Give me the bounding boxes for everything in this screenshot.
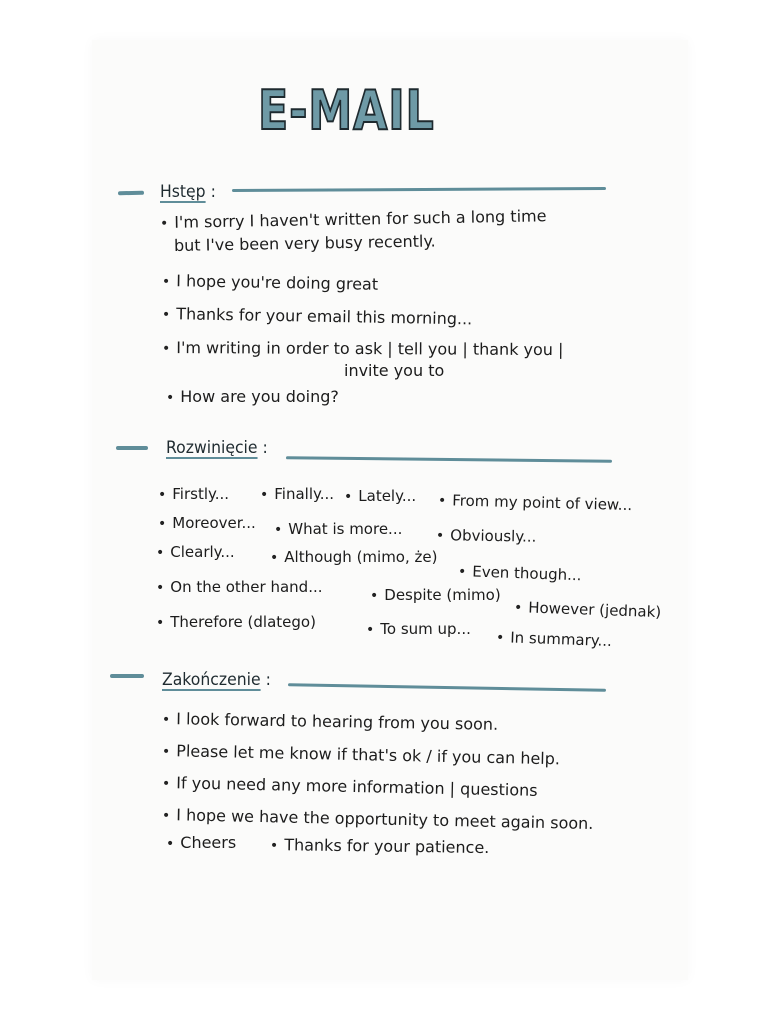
colon: :: [260, 670, 271, 690]
colon: :: [205, 182, 216, 202]
list-item: [370, 584, 501, 607]
section-heading-intro: [160, 182, 216, 202]
item-text: invite you to: [344, 361, 445, 380]
list-item: [162, 270, 378, 297]
list-item: [436, 524, 537, 549]
bullet: •: [274, 522, 283, 538]
item-text: Lately...: [358, 487, 417, 505]
item-text: Firstly...: [172, 485, 230, 503]
list-item: [496, 626, 613, 653]
item-text: Cheers: [180, 833, 237, 852]
page-title: E-MAIL: [258, 79, 435, 142]
bullet: •: [495, 630, 505, 647]
bullet: •: [161, 274, 171, 291]
item-text: Thanks for your email this morning...: [176, 304, 473, 329]
section-dash-ending: [110, 674, 144, 678]
section-heading-intro-label: Hstęp: [160, 182, 206, 202]
item-text: Clearly...: [170, 543, 235, 561]
list-item: [156, 576, 323, 599]
list-item: [158, 512, 256, 535]
bullet: •: [366, 622, 375, 638]
bullet: •: [270, 550, 279, 566]
item-text: Finally...: [274, 485, 335, 503]
item-text: Despite (mimo): [384, 586, 501, 604]
item-text: In summary...: [509, 628, 613, 651]
section-heading-body-label: Rozwinięcie: [166, 438, 258, 458]
section-heading-body: [166, 438, 268, 458]
item-text: I'm sorry I haven't written for such a long time: [174, 206, 547, 232]
bullet: •: [161, 341, 171, 358]
bullet: •: [166, 836, 175, 852]
item-text: If you need any more information | questions: [176, 773, 538, 800]
list-item: [166, 386, 339, 409]
item-text: From my point of view...: [452, 491, 633, 515]
bullet: •: [161, 307, 171, 324]
bullet: •: [435, 528, 445, 545]
bullet: •: [158, 487, 167, 503]
item-text: Even though...: [471, 562, 582, 585]
bullet: •: [166, 390, 175, 406]
item-text: How are you doing?: [180, 387, 339, 406]
list-item: [344, 485, 416, 508]
bullet: •: [437, 493, 447, 510]
item-text: However (jednak): [527, 598, 662, 622]
list-item: [260, 483, 334, 506]
item-text: Obviously...: [450, 526, 537, 546]
bullet: •: [344, 489, 353, 505]
section-dash-body: [116, 446, 148, 450]
bullet: •: [159, 215, 169, 232]
list-item: [366, 618, 471, 641]
list-item: [158, 483, 229, 506]
bullet: •: [161, 808, 171, 825]
item-text: To sum up...: [380, 620, 471, 638]
item-text: Although (mimo, że): [284, 548, 438, 566]
list-item: [162, 337, 564, 362]
list-item: [274, 518, 402, 541]
colon: :: [257, 438, 268, 458]
item-text: I look forward to hearing from you soon.: [176, 709, 499, 734]
bullet: •: [156, 615, 165, 631]
list-item-continuation: [174, 230, 436, 257]
section-heading-ending: [162, 670, 271, 690]
bullet: •: [158, 516, 167, 532]
item-text: On the other hand...: [170, 578, 323, 596]
bullet: •: [370, 588, 379, 604]
list-item: [270, 834, 490, 860]
bullet: •: [260, 487, 269, 503]
item-text: Therefore (dlatego): [170, 613, 316, 631]
bullet: •: [513, 600, 523, 617]
section-heading-ending-label: Zakończenie: [162, 670, 261, 690]
item-text: Thanks for your patience.: [284, 835, 490, 858]
bullet: •: [457, 564, 467, 581]
bullet: •: [269, 838, 279, 855]
item-text: I hope you're doing great: [176, 271, 379, 294]
bullet: •: [161, 712, 171, 729]
item-text: Please let me know if that's ok / if you can help.: [176, 741, 561, 769]
bullet: •: [156, 545, 165, 561]
item-text: Moreover...: [172, 514, 256, 532]
bullet: •: [161, 744, 171, 761]
list-item-continuation: [344, 360, 444, 382]
item-text: I hope we have the opportunity to meet again soon.: [176, 805, 594, 834]
item-text: I'm writing in order to ask | tell you | thank you |: [176, 338, 564, 360]
bullet: •: [156, 580, 165, 596]
section-dash-intro: [118, 191, 144, 195]
list-item: [270, 546, 437, 569]
list-item: [156, 611, 316, 634]
bullet: •: [161, 776, 171, 793]
list-item: [156, 541, 235, 564]
item-text: What is more...: [288, 520, 403, 538]
list-item: [166, 832, 236, 855]
item-text: but I've been very busy recently.: [173, 231, 436, 255]
